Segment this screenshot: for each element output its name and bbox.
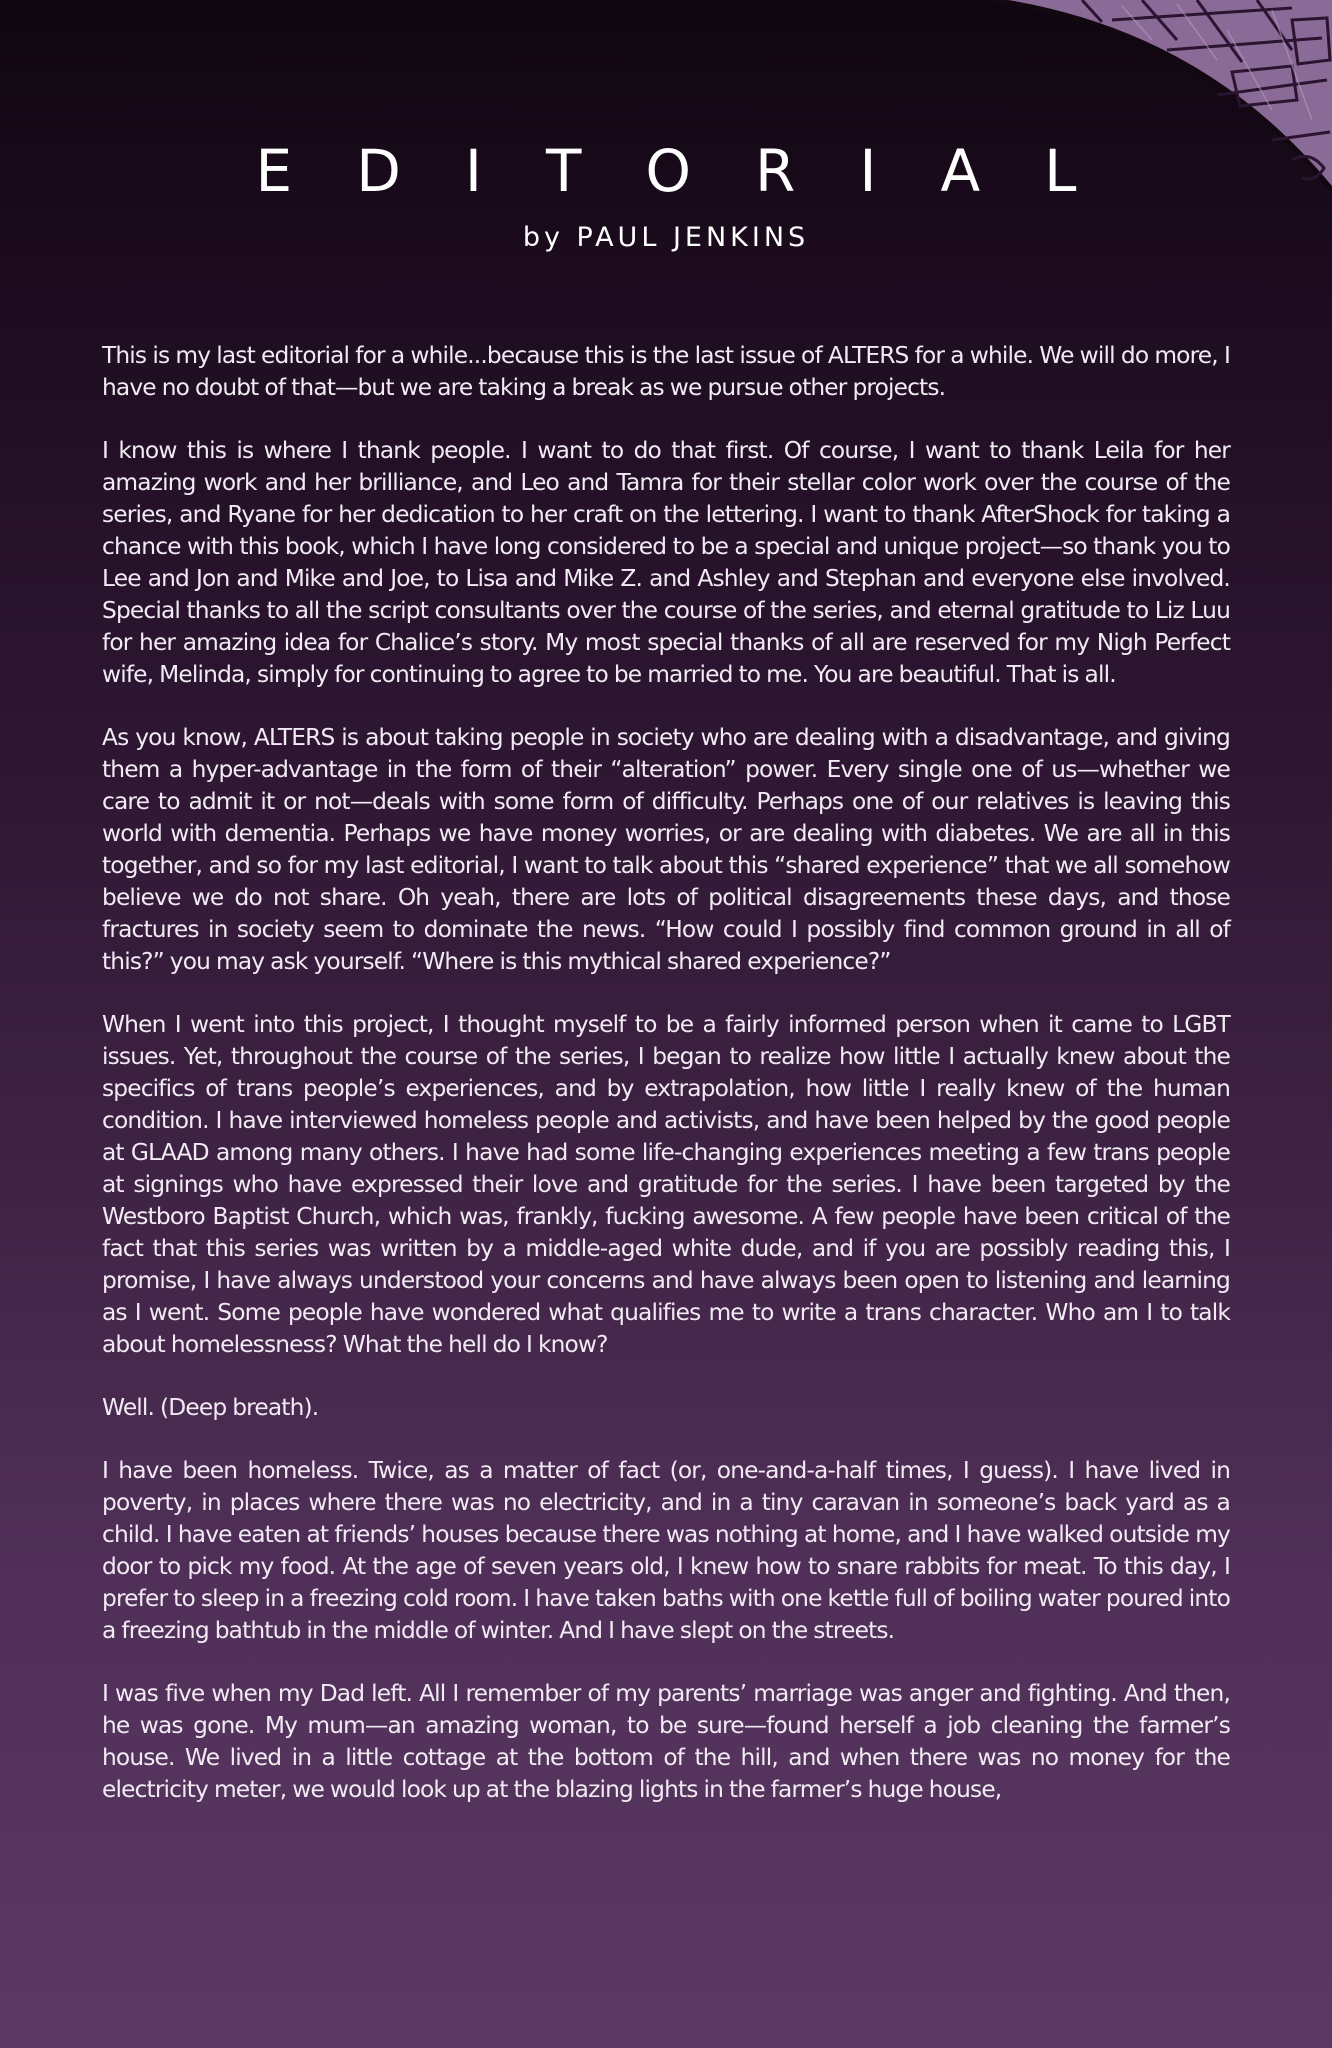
- paragraph-childhood: I was five when my Dad left. All I remember of my parents’ marriage was anger and fighting. And then, he was gone. My mum—an amazing woman, to be sure—found herself a job cleaning the farmer’s house. We lived in a little cottage at the bottom of the hill, and when there was no money for the electricity meter, we would look up at the blazing lights in the farmer’s huge house,: [102, 1680, 1230, 1803]
- author-byline: by PAUL JENKINS: [522, 222, 810, 253]
- editorial-header: [0, 138, 1332, 254]
- paragraph-intro: This is my last editorial for a while...because this is the last issue of ALTERS for a while. We will do more, I have no doubt of that—but we are taking a break as we pursue other projects.: [102, 342, 1230, 401]
- paragraph-thanks: I know this is where I thank people. I want to do that first. Of course, I want to thank Leila for her amazing work and her brilliance, and Leo and Tamra for their stellar color work over the course of the series, and Ryane for her dedication to her craft on the lettering. I want to thank AfterShock for taking a chance with this book, which I have long considered to be a special and unique project—so thank you to Lee and Jon and Mike and Joe, to Lisa and Mike Z. and Ashley and Stephan and everyone else involved. Special thanks to all the script consultants over the course of the series, and eternal gratitude to Liz Luu for her amazing idea for Chalice’s story. My most special thanks of all are reserved for my Nigh Perfect wife, Melinda, simply for continuing to agree to be married to me. You are beautiful. That is all.: [102, 437, 1230, 688]
- paragraph-homeless: I have been homeless. Twice, as a matter of fact (or, one-and-a-half times, I guess). I have lived in poverty, in places where there was no electricity, and in a tiny caravan in someone’s back yard as a child. I have eaten at friends’ houses because there was nothing at home, and I have walked outside my door to pick my food. At the age of seven years old, I knew how to snare rabbits for meat. To this day, I prefer to sleep in a freezing cold room. I have taken baths with one kettle full of boiling water poured into a freezing bathtub in the middle of winter. And I have slept on the streets.: [102, 1457, 1230, 1644]
- page-title: EDITORIAL: [255, 137, 1141, 205]
- paragraph-project-reflection: When I went into this project, I thought myself to be a fairly informed person when it came to LGBT issues. Yet, throughout the course of the series, I began to realize how little I actually knew about the specifics of trans people’s experiences, and by extrapolation, how little I really knew of the human condition. I have interviewed homeless people and activists, and have been helped by the good people at GLAAD among many others. I have had some life-changing experiences meeting a few trans people at signings who have expressed their love and gratitude for the series. I have been targeted by the Westboro Baptist Church, which was, frankly, fucking awesome. A few people have been critical of the fact that this series was written by a middle-aged white dude, and if you are possibly reading this, I promise, I have always understood your concerns and have always been open to listening and learning as I went. Some people have wondered what qualifies me to write a trans character. Who am I to talk about homelessness? What the hell do I know?: [102, 1011, 1230, 1358]
- paragraph-alters-premise: As you know, ALTERS is about taking people in society who are dealing with a disadvantage, and giving them a hyper-advantage in the form of their “alteration” power. Every single one of us—whether we care to admit it or not—deals with some form of difficulty. Perhaps one of our relatives is leaving this world with dementia. Perhaps we have money worries, or are dealing with diabetes. We are all in this together, and so for my last editorial, I want to talk about this “shared experience” that we all somehow believe we do not share. Oh yeah, there are lots of political disagreements these days, and those fractures in society seem to dominate the news. “How could I possibly find common ground in all of this?” you may ask yourself. “Where is this mythical shared experience?”: [102, 724, 1230, 975]
- paragraph-deep-breath: Well. (Deep breath).: [102, 1394, 319, 1421]
- editorial-body: [102, 340, 1230, 1806]
